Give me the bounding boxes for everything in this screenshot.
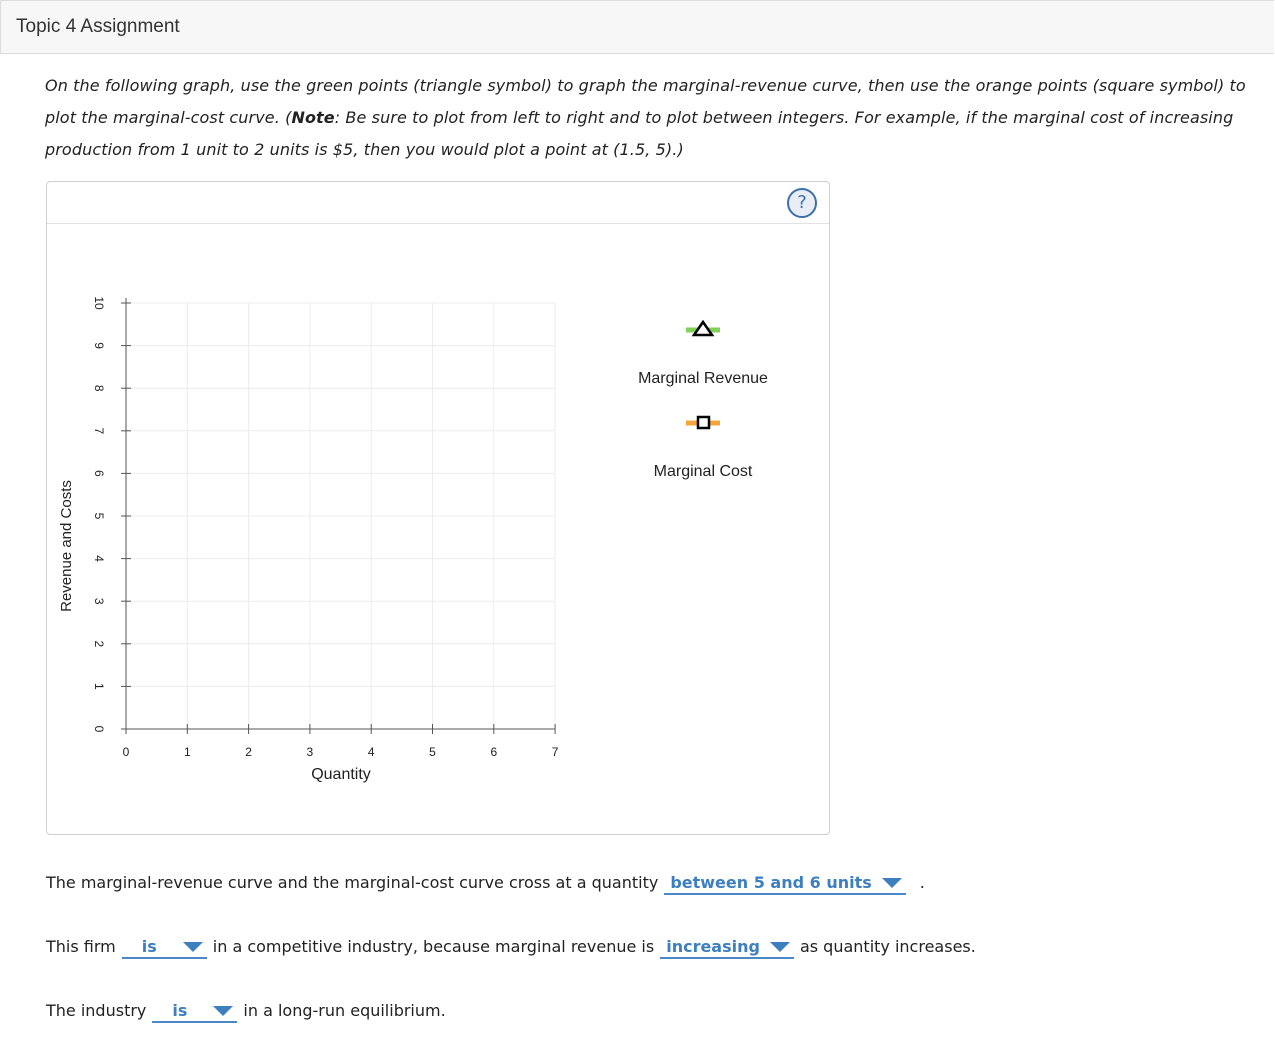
x-tick-label: 1 <box>183 745 191 759</box>
legend-mc-label: Marginal Cost <box>653 463 753 480</box>
q3-text-before: The industry <box>46 1001 147 1020</box>
x-tick-label: 0 <box>122 745 130 759</box>
square-icon[interactable] <box>698 417 709 428</box>
chevron-down-icon <box>213 1006 233 1016</box>
q2-text-middle: in a competitive industry, because marginal revenue is <box>212 937 655 956</box>
legend-mc-tool[interactable] <box>686 417 720 428</box>
crossing-quantity-value: between 5 and 6 units <box>670 873 872 892</box>
question-equilibrium <box>46 1001 446 1023</box>
x-axis-label: Quantity <box>311 766 371 783</box>
industry-equilibrium-value: is <box>172 1001 188 1020</box>
question-competitive <box>46 937 976 959</box>
y-tick-label: 1 <box>92 683 106 690</box>
assignment-header <box>0 0 1274 54</box>
y-tick-label: 2 <box>92 640 106 648</box>
y-tick-label: 3 <box>92 597 106 605</box>
legend-mr-label: Marginal Revenue <box>638 370 768 387</box>
firm-competitive-dropdown[interactable] <box>122 937 207 959</box>
y-tick-label: 0 <box>92 725 106 733</box>
q2-text-after: as quantity increases. <box>799 937 976 956</box>
graph-canvas[interactable] <box>47 182 829 834</box>
x-tick-label: 3 <box>306 745 314 759</box>
x-tick-label: 4 <box>367 745 375 759</box>
y-axis-label: Revenue and Costs <box>58 480 75 612</box>
chevron-down-icon <box>183 942 203 952</box>
mr-trend-value: increasing <box>666 937 760 956</box>
q3-text-after: in a long-run equilibrium. <box>243 1001 446 1020</box>
y-tick-label: 8 <box>92 384 106 392</box>
chevron-down-icon <box>770 942 790 952</box>
x-tick-label: 6 <box>490 745 498 759</box>
plot-grid <box>126 303 555 729</box>
plot-axes <box>92 296 559 759</box>
industry-equilibrium-dropdown[interactable] <box>152 1001 237 1023</box>
help-button[interactable]: ? <box>787 188 817 218</box>
q2-text-before: This firm <box>46 937 116 956</box>
legend-mr-tool[interactable] <box>686 322 720 335</box>
q1-text-before: The marginal-revenue curve and the marginal-cost curve cross at a quantity <box>46 873 659 892</box>
chevron-down-icon <box>882 878 902 888</box>
y-tick-label: 7 <box>92 427 106 435</box>
y-tick-label: 4 <box>92 555 106 562</box>
instructions-part2: : Be sure to plot from left to right and to plot between integers. For example, if the marginal cost of increasing production from 1 unit to 2 units is $5, then you would plot a point at (1.5, 5).) <box>45 108 1234 159</box>
y-tick-label: 9 <box>92 342 106 349</box>
crossing-quantity-dropdown[interactable] <box>664 873 905 895</box>
graph-panel <box>46 181 830 835</box>
page-title: Topic 4 Assignment <box>16 16 180 37</box>
instructions-part1: On the following graph, use the green points (triangle symbol) to graph the marginal-revenue curve, then use the orange points (square symbol) to plot the marginal-cost curve. ( <box>45 76 1246 127</box>
q1-text-after: . <box>919 873 925 892</box>
y-tick-label: 6 <box>92 470 106 477</box>
x-tick-label: 2 <box>245 745 252 759</box>
firm-competitive-value: is <box>141 937 157 956</box>
question-crossing <box>46 873 925 895</box>
y-tick-label: 5 <box>92 512 106 520</box>
x-tick-label: 7 <box>551 745 559 759</box>
y-tick-label: 10 <box>92 296 106 310</box>
mr-trend-dropdown[interactable] <box>660 937 794 959</box>
x-tick-label: 5 <box>429 745 436 759</box>
note-label: Note <box>291 108 335 127</box>
instructions-text <box>45 70 1255 166</box>
